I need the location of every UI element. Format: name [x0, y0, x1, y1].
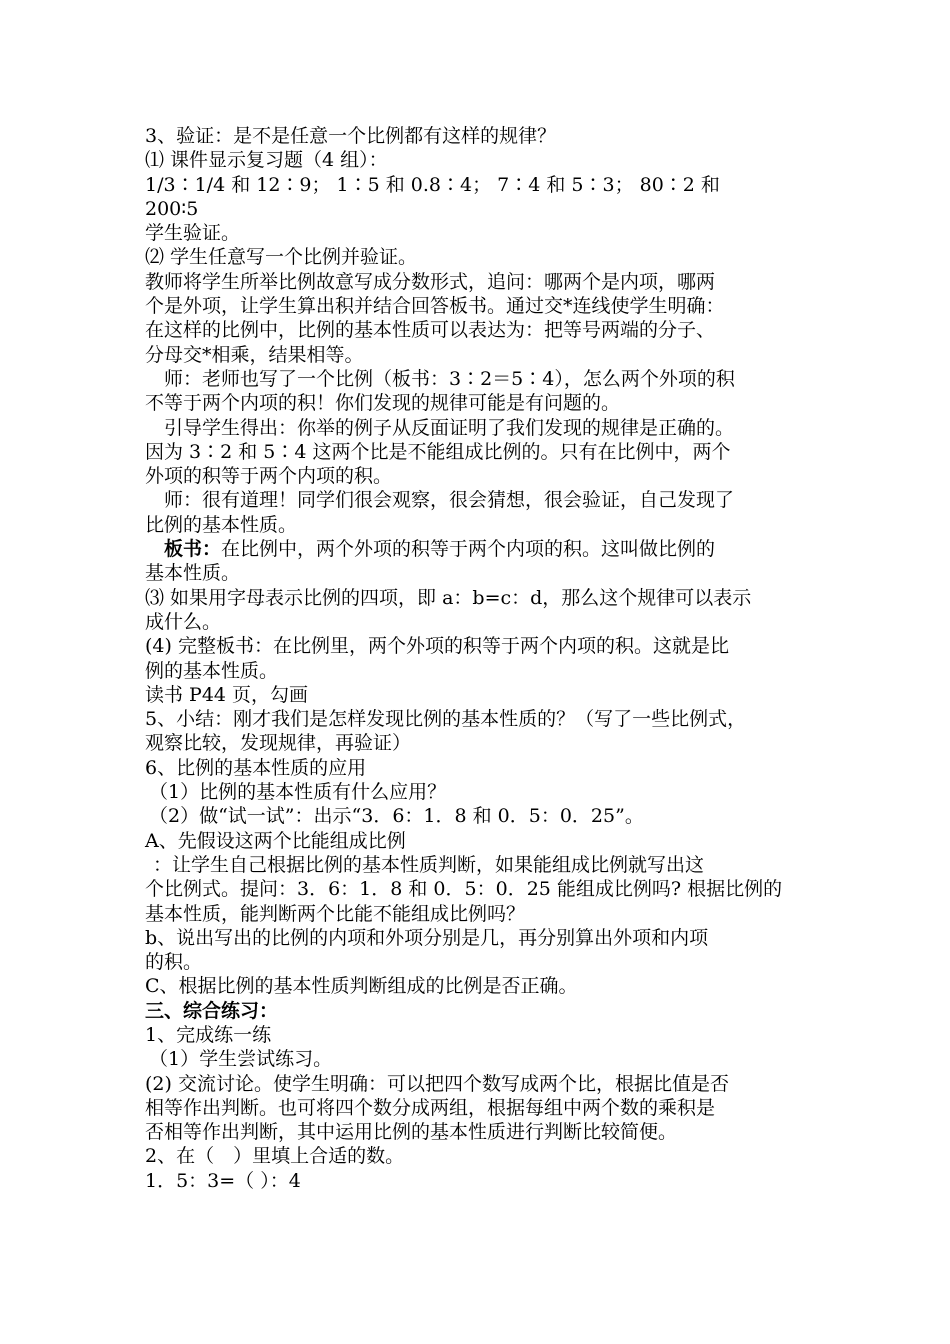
text-line: ⑵ 学生任意写一个比例并验证。: [145, 246, 418, 269]
text-line: 2、在（ ）里填上合适的数。: [145, 1145, 405, 1168]
text-line: (2) 交流讨论。使学生明确：可以把四个数写成两个比，根据比值是否: [145, 1072, 729, 1095]
text-line: b、说出写出的比例的内项和外项分别是几，再分别算出外项和内项: [145, 926, 709, 949]
text-line: （1）比例的基本性质有什么应用？: [149, 781, 447, 804]
text-line: 教师将学生所举比例故意写成分数形式，追问：哪两个是内项，哪两: [145, 270, 716, 293]
text-line: 引导学生得出：你举的例子从反面证明了我们发现的规律是正确的。: [164, 416, 735, 439]
text-line: 5、小结：刚才我们是怎样发现比例的基本性质的？（写了一些比例式，: [145, 708, 747, 731]
text-line: 成什么。: [145, 610, 222, 633]
text-line: 在这样的比例中，比例的基本性质可以表达为：把等号两端的分子、: [145, 319, 716, 342]
text-line: 例的基本性质。: [145, 659, 279, 682]
text-line: 1/3∶1/4 和 12∶9； 1∶5 和 0.8∶4； 7∶4 和 5∶3； 80∶2 和: [145, 173, 720, 196]
text-line: 基本性质，能判断两个比能不能组成比例吗？: [145, 902, 526, 925]
text-line: 学生验证。: [145, 222, 241, 245]
text-line: 观察比较，发现规律，再验证）: [145, 732, 412, 755]
text-line: 个比例式。提问：3．6：1．8 和 0．5：0．25 能组成比例吗? 根据比例的: [145, 878, 783, 901]
text-line: 3、验证：是不是任意一个比例都有这样的规律？: [145, 125, 557, 147]
text-line: [145, 537, 813, 561]
text-line: 分母交*相乘，结果相等。: [145, 343, 364, 366]
text-line: 相等作出判断。也可将四个数分成两组，根据每组中两个数的乘积是: [145, 1096, 716, 1119]
text-line: （2）做“试一试”：出示“3．6：1．8 和 0．5：0．25”。: [149, 805, 644, 828]
text-line: 个是外项，让学生算出积并结合回答板书。通过交*连线使学生明确：: [145, 295, 725, 318]
text-line: 200∶5: [145, 197, 199, 220]
text-line: 1、完成练一练: [145, 1023, 272, 1046]
text-line: 的积。: [145, 951, 203, 974]
text-line: 师：老师也写了一个比例（板书：3∶2＝5∶4），怎么两个外项的积: [164, 367, 735, 390]
text-line: 师：很有道理！同学们很会观察，很会猜想，很会验证，自己发现了: [164, 489, 735, 512]
text-line: 外项的积等于两个内项的积。: [145, 465, 393, 488]
text-line: 否相等作出判断，其中运用比例的基本性质进行判断比较简便。: [145, 1121, 678, 1144]
text-line: (4) 完整板书：在比例里，两个外项的积等于两个内项的积。这就是比: [145, 635, 729, 658]
board-label: 板书：: [164, 538, 222, 561]
board-text: 在比例中，两个外项的积等于两个内项的积。这叫做比例的: [221, 538, 716, 561]
text-line: ⑴ 课件显示复习题（4 组）：: [145, 149, 388, 172]
text-line: 因为 3∶2 和 5∶4 这两个比是不能组成比例的。只有在比例中，两个: [145, 440, 731, 463]
text-line: 1．5：3=（ ）：4: [145, 1169, 301, 1192]
text-line: 比例的基本性质。: [145, 513, 298, 536]
document-body: [145, 124, 813, 1193]
text-line: 基本性质。: [145, 562, 241, 585]
text-line: ：让学生自己根据比例的基本性质判断，如果能组成比例就写出这: [153, 853, 705, 876]
text-line: （1）学生尝试练习。: [149, 1048, 333, 1071]
section-heading: 三、综合练习：: [145, 999, 279, 1022]
text-line: A、先假设这两个比能组成比例: [145, 829, 406, 852]
text-line: 读书 P44 页，勾画: [145, 683, 309, 706]
text-line: 6、比例的基本性质的应用: [145, 756, 367, 779]
text-line: ⑶ 如果用字母表示比例的四项，即 a：b=c：d，那么这个规律可以表示: [145, 586, 752, 609]
text-line: 不等于两个内项的积！你们发现的规律可能是有问题的。: [145, 392, 621, 415]
text-line: C、根据比例的基本性质判断组成的比例是否正确。: [145, 975, 578, 998]
